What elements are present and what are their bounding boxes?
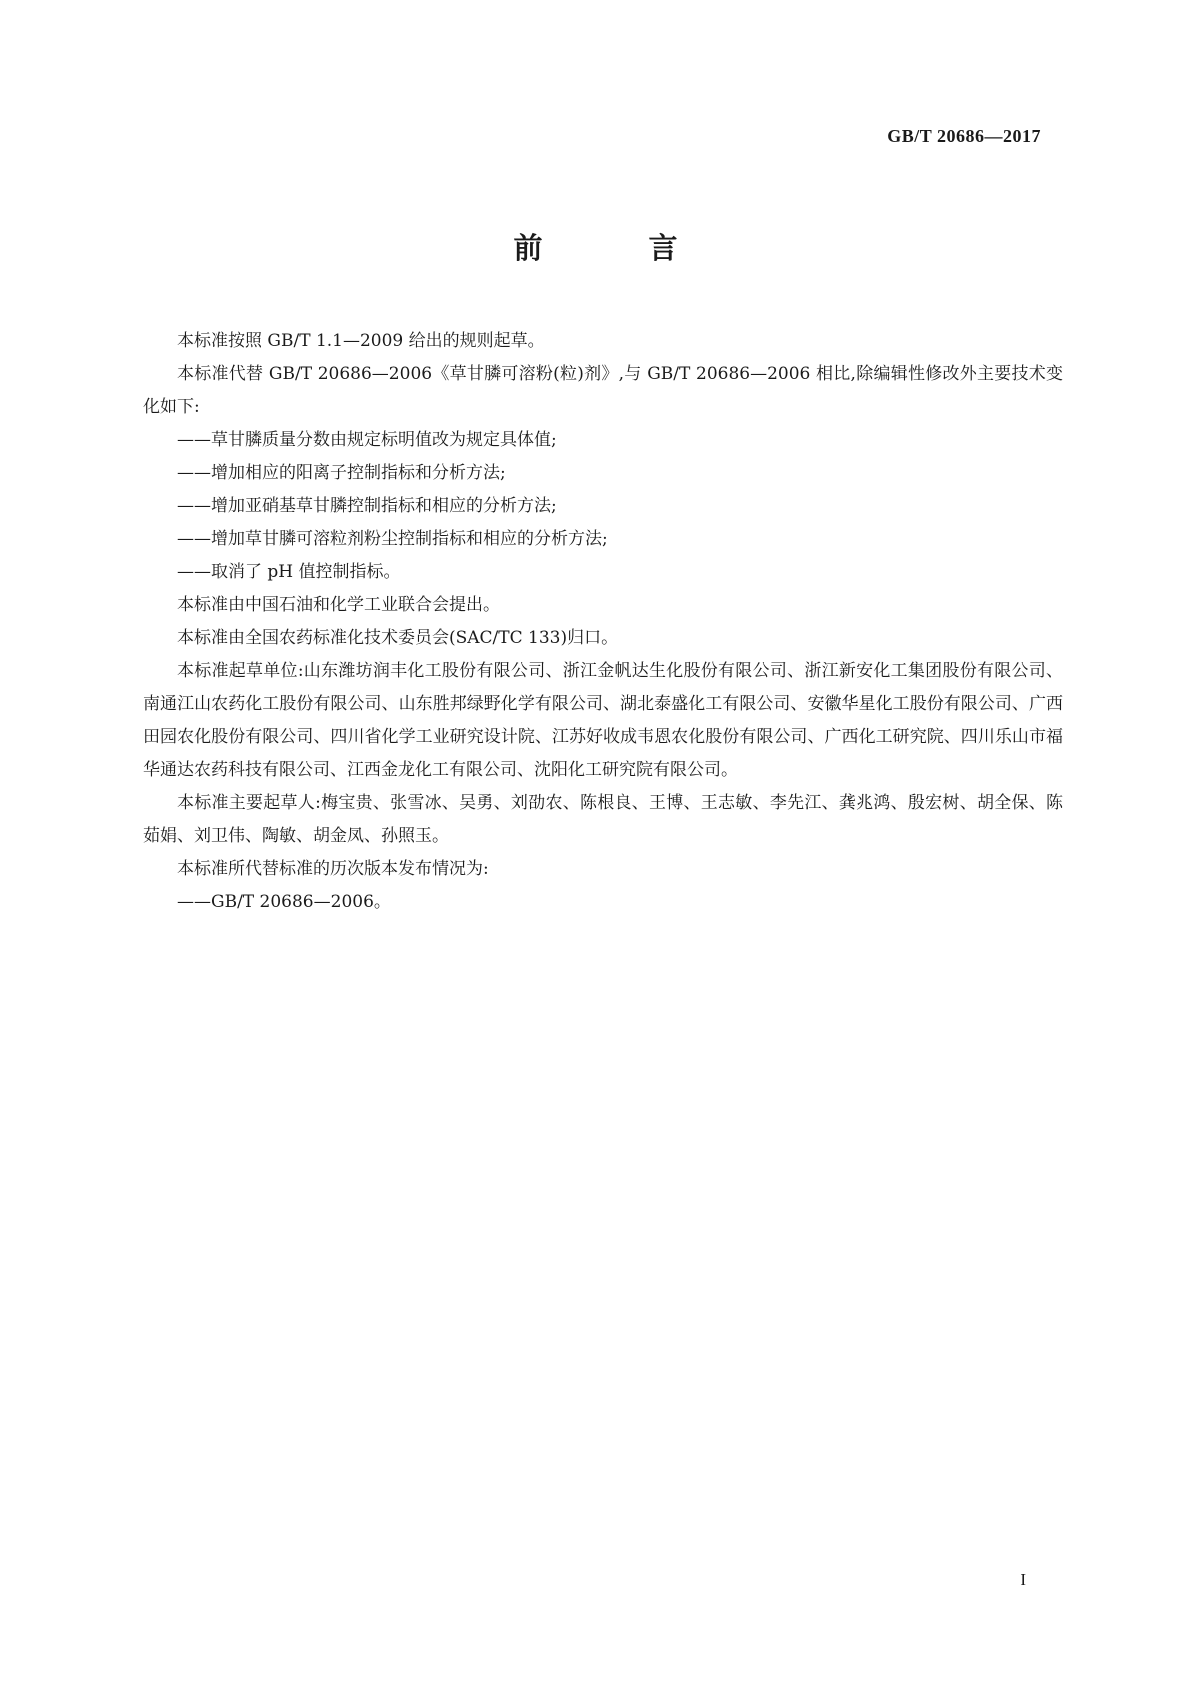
paragraph-proposer: 本标准由中国石油和化学工业联合会提出。 (177, 595, 500, 615)
list-item: ——增加草甘膦可溶粒剂粉尘控制指标和相应的分析方法; (177, 529, 608, 549)
paragraph-previous-editions: 本标准所代替标准的历次版本发布情况为: (177, 859, 489, 879)
paragraph-drafting-rules: 本标准按照 GB/T 1.1—2009 给出的规则起草。 (177, 331, 545, 351)
list-item: ——草甘膦质量分数由规定标明值改为规定具体值; (177, 430, 557, 450)
page-title: 前 言 (513, 231, 726, 265)
list-item: ——增加亚硝基草甘膦控制指标和相应的分析方法; (177, 496, 557, 516)
standard-number: GB/T 20686—2017 (887, 126, 1041, 146)
list-item: ——取消了 pH 值控制指标。 (177, 562, 401, 582)
paragraph-replacement: 本标准代替 GB/T 20686—2006《草甘膦可溶粉(粒)剂》,与 GB/T 20686—2006 相比,除编辑性修改外主要技术变化如下: (143, 364, 1063, 417)
list-item: ——GB/T 20686—2006。 (177, 892, 391, 912)
paragraph-drafting-units: 本标准起草单位:山东潍坊润丰化工股份有限公司、浙江金帆达生化股份有限公司、浙江新安化工集团股份有限公司、南通江山农药化工股份有限公司、山东胜邦绿野化学有限公司、湖北泰盛化工有限公司、安徽华星化工股份有限公司、广西田园农化股份有限公司、四川省化学工业研究设计院、江苏好收成韦恩农化股份有限公司、广西化工研究院、四川乐山市福华通达农药科技有限公司、江西金龙化工有限公司、沈阳化工研究院有限公司。 (143, 661, 1063, 780)
paragraph-drafters: 本标准主要起草人:梅宝贵、张雪冰、吴勇、刘劭农、陈根良、王博、王志敏、李先江、龚兆鸿、殷宏树、胡全保、陈茹娟、刘卫伟、陶敏、胡金凤、孙照玉。 (143, 793, 1063, 846)
document-body (143, 325, 1063, 919)
paragraph-administrator: 本标准由全国农药标准化技术委员会(SAC/TC 133)归口。 (177, 628, 619, 648)
list-item: ——增加相应的阳离子控制指标和分析方法; (177, 463, 506, 483)
page-number: I (1020, 1570, 1026, 1589)
